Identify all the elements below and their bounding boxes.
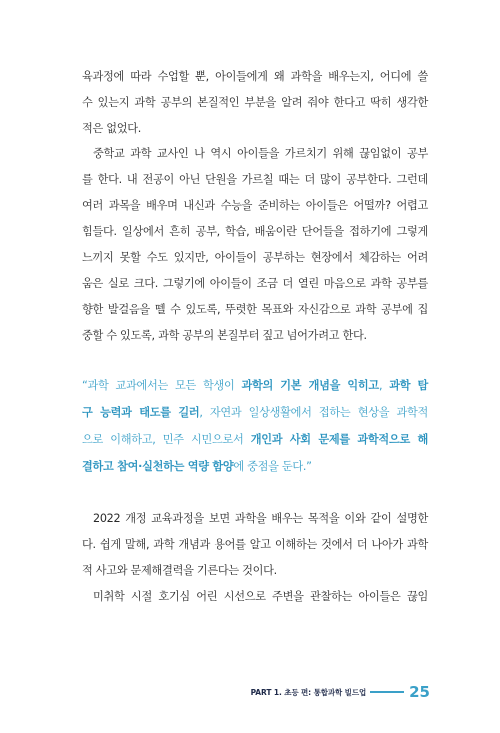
text-line: 움은 실로 크다. 그렇기에 아이들이 조금 더 열린 마음으로 과학 공부를 (82, 277, 428, 290)
text-line: 중할 수 있도록, 과학 공부의 본질부터 짚고 넘어가려고 한다. (82, 329, 367, 342)
paragraph-4 (82, 584, 428, 610)
curriculum-quote (82, 372, 428, 480)
text-line: 적 사고와 문제해결력을 기른다는 것이다. (82, 564, 277, 577)
footer-divider (370, 691, 404, 693)
quote-emphasis: 구 능력과 태도를 길러 (82, 406, 200, 419)
text-line: 느끼지 못할 수도 있지만, 아이들이 공부하는 현장에서 체감하는 어려 (82, 251, 428, 264)
quote-text: 으로 이해하고, 민주 시민으로서 (82, 433, 251, 446)
text-line: 미취학 시절 호기심 어린 시선으로 주변을 관찰하는 아이들은 끊임 (93, 590, 428, 603)
text-line: 적은 없었다. (82, 122, 142, 135)
text-line: 다. 쉽게 말해, 과학 개념과 용어를 알고 이해하는 것에서 더 나아가 과학 (82, 538, 428, 551)
paragraph-1 (82, 64, 428, 142)
page-number: 25 (409, 683, 430, 701)
text-line: 2022 개정 교육과정을 보면 과학을 배우는 목적을 이와 같이 설명한 (93, 512, 428, 525)
paragraph-2 (82, 141, 428, 349)
quote-line (82, 453, 428, 480)
text-line: 육과정에 따라 수업할 뿐, 아이들에게 왜 과학을 배우는지, 어디에 쓸 (82, 70, 428, 83)
running-footer-label: PART 1. 초등 편: 통합과학 빌드업 (250, 687, 367, 697)
page-footer (251, 683, 430, 701)
text-line: 를 한다. 내 전공이 아닌 단원을 가르칠 때는 더 많이 공부한다. 그런데 (82, 173, 428, 186)
quote-line (82, 372, 428, 399)
quote-text: “과학 교과에서는 모든 학생이 (82, 379, 242, 392)
quote-emphasis: 과학 탐 (389, 379, 429, 392)
quote-line (82, 399, 428, 426)
text-line: 수 있는지 과학 공부의 본질적인 부분을 알려 줘야 한다고 딱히 생각한 (82, 96, 428, 109)
quote-line (82, 426, 428, 453)
text-line: 여러 과목을 배우며 내신과 수능을 준비하는 아이들은 어떨까? 어렵고 (82, 199, 428, 212)
quote-text: 에 중점을 둔다.” (233, 460, 312, 473)
quote-emphasis: 개인과 사회 문제를 과학적으로 해 (250, 433, 429, 446)
quote-emphasis: 과학의 기본 개념을 익히고 (241, 379, 379, 392)
quote-emphasis: 결하고 참여·실천하는 역량 함양 (82, 460, 234, 473)
quote-text: , 자연과 일상생활에서 접하는 현상을 과학적 (199, 406, 428, 419)
text-line: 향한 발걸음을 뗄 수 있도록, 뚜렷한 목표와 자신감으로 과학 공부에 집 (82, 303, 428, 316)
text-line: 중학교 과학 교사인 나 역시 아이들을 가르치기 위해 끊임없이 공부 (93, 147, 428, 160)
quote-text: , (378, 379, 390, 392)
paragraph-3 (82, 506, 428, 584)
text-line: 힘들다. 일상에서 흔히 공부, 학습, 배움이란 단어들을 접하기에 그렇게 (82, 225, 428, 238)
